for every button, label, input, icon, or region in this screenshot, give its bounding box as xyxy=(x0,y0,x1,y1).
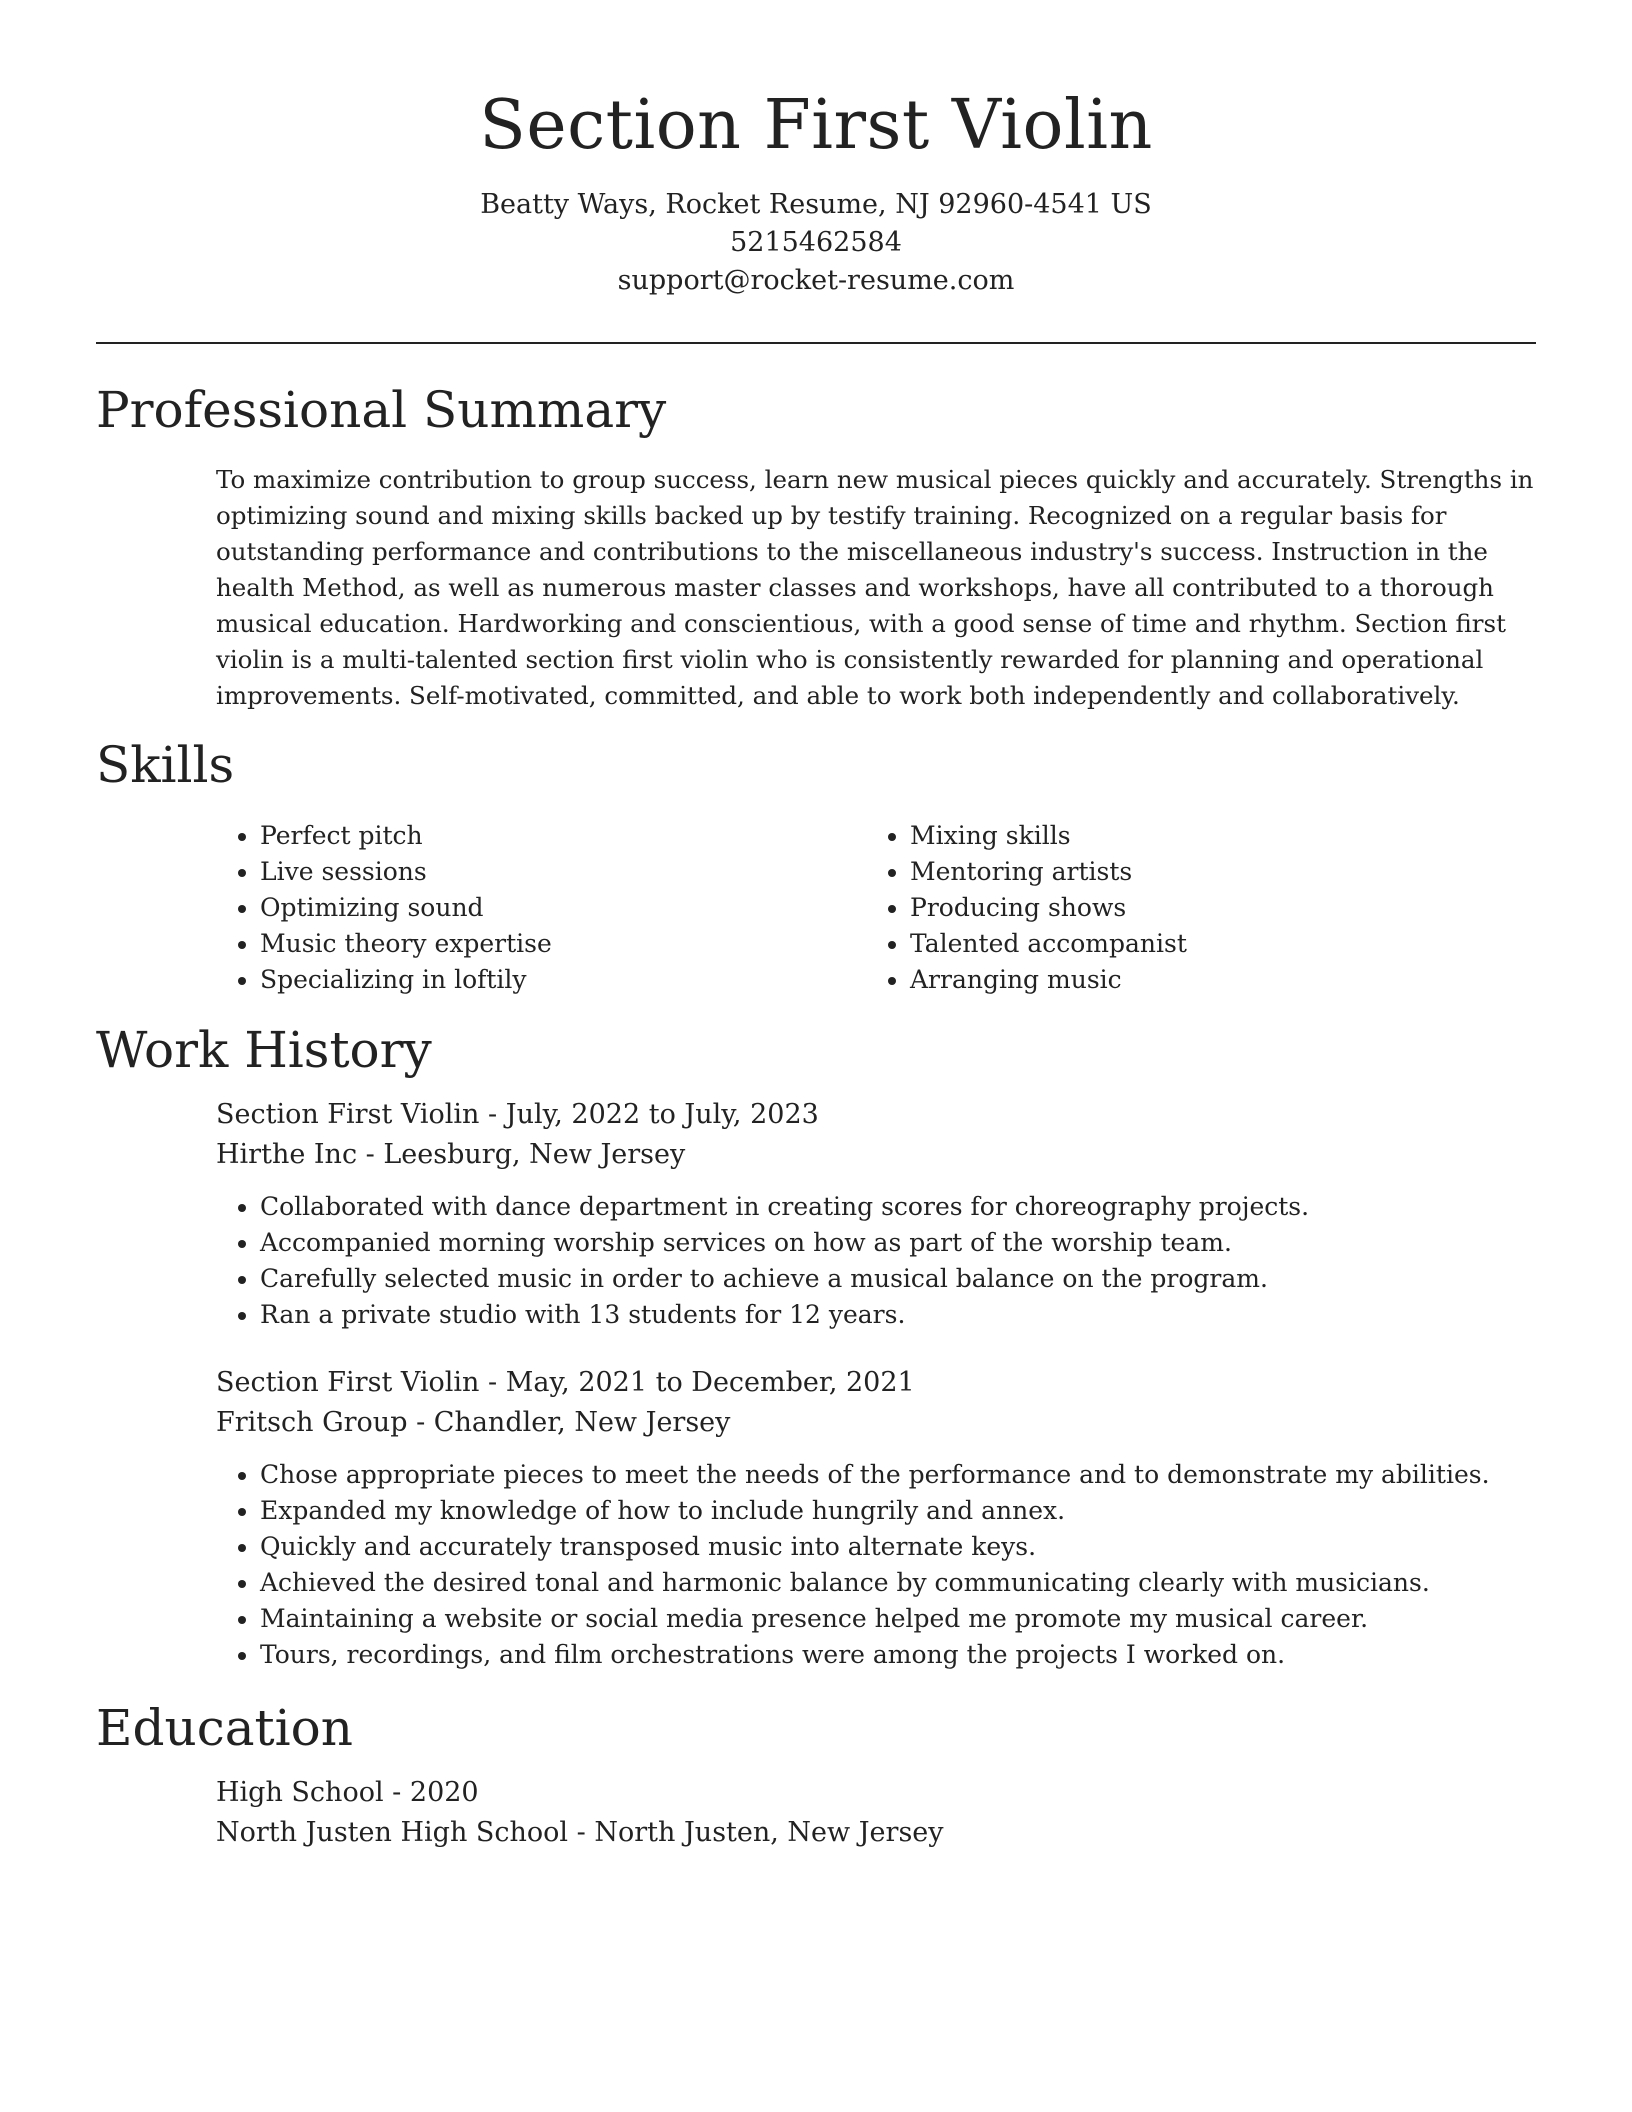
job-dates: May, 2021 to December, 2021 xyxy=(505,1367,915,1398)
summary-heading: Professional Summary xyxy=(96,381,667,439)
job-bullet: • Maintaining a website or social media presence helped me promote my musical career. xyxy=(260,1601,1538,1637)
skill-item: • Talented accompanist xyxy=(910,926,1516,962)
skills-heading: Skills xyxy=(96,736,235,794)
resume-header xyxy=(96,78,1536,300)
skills-column-left xyxy=(216,818,866,998)
skill-item: • Producing shows xyxy=(910,890,1516,926)
candidate-name: Section First Violin xyxy=(479,86,1153,165)
job-bullet: • Carefully selected music in order to achieve a musical balance on the program. xyxy=(260,1261,1538,1297)
job-bullet: • Quickly and accurately transposed music into alternate keys. xyxy=(260,1529,1538,1565)
header-divider xyxy=(96,342,1536,344)
job-bullet: • Ran a private studio with 13 students for 12 years. xyxy=(260,1297,1538,1333)
job-title-line: Section First Violin - July, 2022 to July, 2023 xyxy=(216,1099,819,1130)
job-location: Leesburg, New Jersey xyxy=(383,1139,686,1170)
job-bullet: • Tours, recordings, and film orchestrations were among the projects I worked on. xyxy=(260,1637,1538,1673)
job-responsibilities xyxy=(216,1457,1538,1673)
skill-item: • Perfect pitch xyxy=(260,818,866,854)
education-location: North Justen, New Jersey xyxy=(594,1817,944,1848)
skill-item: • Live sessions xyxy=(260,854,866,890)
job-entry xyxy=(216,1095,1538,1333)
job-bullet: • Achieved the desired tonal and harmonic balance by communicating clearly with musicians. xyxy=(260,1565,1538,1601)
job-role: Section First Violin xyxy=(216,1099,480,1130)
job-role: Section First Violin xyxy=(216,1367,480,1398)
job-dates: July, 2022 to July, 2023 xyxy=(505,1099,819,1130)
education-year: 2020 xyxy=(409,1777,479,1808)
job-company: Fritsch Group xyxy=(216,1407,408,1438)
contact-phone: 5215462584 xyxy=(730,227,902,258)
education-degree: High School xyxy=(216,1777,384,1808)
skill-item: • Specializing in loftily xyxy=(260,962,866,998)
job-bullet: • Accompanied morning worship services on how as part of the worship team. xyxy=(260,1225,1538,1261)
contact-address: Beatty Ways, Rocket Resume, NJ 92960-4541 US xyxy=(480,189,1152,220)
skills-list xyxy=(216,818,1538,998)
education-school-line: North Justen High School - North Justen, New Jersey xyxy=(216,1817,944,1848)
job-location: Chandler, New Jersey xyxy=(433,1407,731,1438)
skill-item: • Optimizing sound xyxy=(260,890,866,926)
job-entry xyxy=(216,1363,1538,1673)
contact-info xyxy=(96,186,1536,300)
education-entry xyxy=(216,1773,1538,1853)
job-bullet: • Chose appropriate pieces to meet the needs of the performance and to demonstrate my abilities. xyxy=(260,1457,1538,1493)
education-school: North Justen High School xyxy=(216,1817,569,1848)
job-bullet: • Collaborated with dance department in creating scores for choreography projects. xyxy=(260,1189,1538,1225)
skill-item: • Music theory expertise xyxy=(260,926,866,962)
skill-item: • Mixing skills xyxy=(910,818,1516,854)
education-heading: Education xyxy=(96,1699,353,1757)
job-company-line: Hirthe Inc - Leesburg, New Jersey xyxy=(216,1139,686,1170)
job-bullet: • Expanded my knowledge of how to include hungrily and annex. xyxy=(260,1493,1538,1529)
job-title-line: Section First Violin - May, 2021 to December, 2021 xyxy=(216,1367,915,1398)
skills-column-right xyxy=(866,818,1516,998)
job-company-line: Fritsch Group - Chandler, New Jersey xyxy=(216,1407,731,1438)
skill-item: • Arranging music xyxy=(910,962,1516,998)
work-history-heading: Work History xyxy=(96,1021,432,1079)
job-company: Hirthe Inc xyxy=(216,1139,358,1170)
job-responsibilities xyxy=(216,1189,1538,1333)
education-degree-line: High School - 2020 xyxy=(216,1777,479,1808)
contact-email: support@rocket-resume.com xyxy=(617,265,1015,296)
summary-text: To maximize contribution to group success, learn new musical pieces quickly and accurately. Strengths in optimizing sound and mixing skills backed up by testify training. Recognized on a regular basis for outstanding performance and contributions to the miscellaneous industry's success. Instruction in the health Method, as well as numerous master classes and workshops, have all contributed to a thorough musical education. Hardworking and conscientious, with a good sense of time and rhythm. Section first violin is a multi-talented section first violin who is consistently rewarded for planning and operational improvements. Self-motivated, committed, and able to work both independently and collaboratively. xyxy=(216,465,1534,710)
skill-item: • Mentoring artists xyxy=(910,854,1516,890)
